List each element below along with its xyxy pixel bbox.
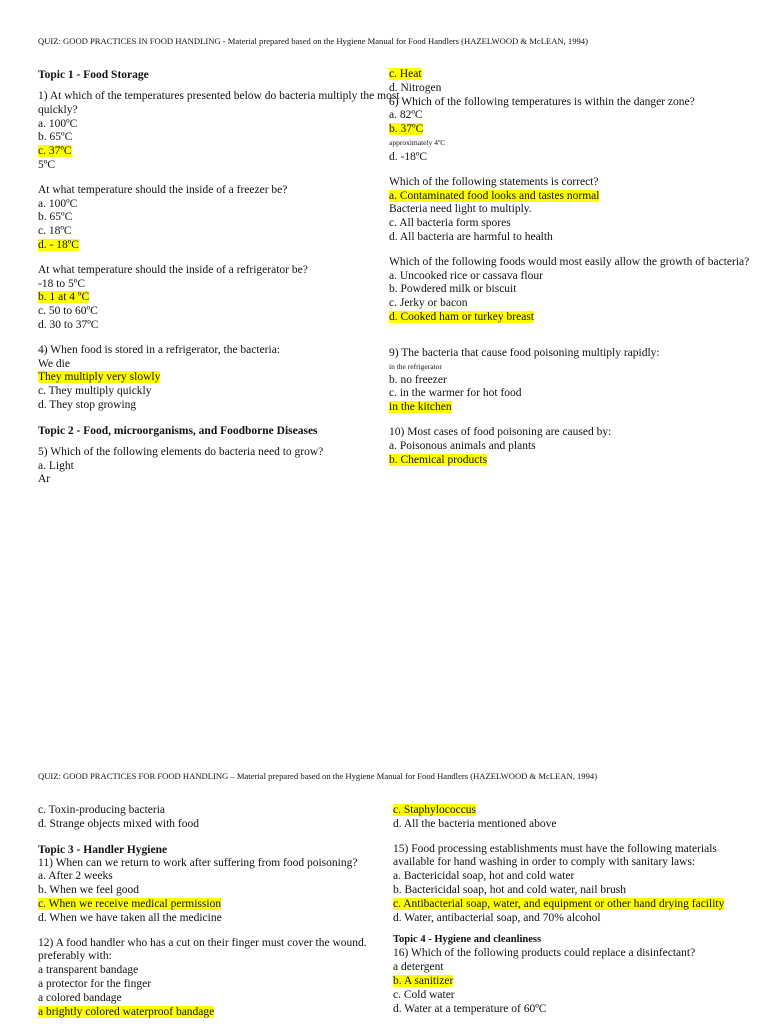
answer-option: c. 50 to 60ºC: [38, 305, 98, 318]
answer-option-highlighted: c. Heat: [389, 68, 422, 80]
topic-title: Topic 2 - Food, microorganisms, and Foodborne Diseases: [38, 424, 318, 437]
answer-option-highlighted: b. A sanitizer: [393, 974, 454, 987]
answer-option: b. When we feel good: [38, 884, 140, 897]
answer-option: c. in the warmer for hot food: [389, 387, 522, 400]
answer-option: d. -18ºC: [389, 150, 428, 163]
page2-right-column: [393, 804, 768, 1016]
answer-option-highlighted: c. Staphylococcus: [393, 804, 477, 816]
question-text: 1) At which of the temperatures presented below do bacteria multiply the most: [38, 90, 400, 102]
answer-option-highlighted: in the kitchen: [389, 401, 452, 414]
answer-option: c. 18ºC: [38, 225, 72, 238]
answer-option: b. 65ºC: [38, 211, 73, 224]
question-text: At what temperature should the inside of a freezer be?: [38, 183, 288, 196]
question-text: 5) Which of the following elements do bacteria need to grow?: [38, 445, 324, 458]
question-text: 16) Which of the following products could replace a disinfectant?: [393, 947, 696, 960]
question-text: 10) Most cases of food poisoning are caused by:: [389, 425, 612, 438]
question-text: 12) A food handler who has a cut on their finger must cover the wound.: [38, 936, 367, 949]
answer-option: d. They stop growing: [38, 398, 137, 411]
question-text: 11) When can we return to work after suffering from food poisoning?: [38, 856, 358, 869]
answer-option: c. Toxin-producing bacteria: [38, 804, 166, 816]
answer-option: a transparent bandage: [38, 964, 139, 977]
answer-option: b. no freezer: [389, 373, 447, 386]
answer-option-small: in the refrigerator: [389, 361, 442, 371]
question-text: Which of the following foods would most easily allow the growth of bacteria?: [389, 255, 750, 268]
answer-option: a. Uncooked rice or cassava flour: [389, 269, 543, 282]
topic-title: Topic 3 - Handler Hygiene: [38, 843, 168, 856]
answer-option-highlighted: They multiply very slowly: [38, 371, 161, 384]
answer-option: a detergent: [393, 961, 444, 974]
answer-option: d. When we have taken all the medicine: [38, 911, 222, 924]
answer-option: b. Bactericidal soap, hot and cold water, nail brush: [393, 883, 626, 896]
page1-right-column: [389, 68, 768, 467]
answer-option-highlighted: b. 37ºC: [389, 123, 424, 136]
topic-title: Topic 1 - Food Storage: [38, 69, 149, 81]
answer-option-highlighted: d. - 18ºC: [38, 238, 79, 251]
question-text: 6) Which of the following temperatures is within the danger zone?: [389, 95, 695, 108]
page-header: QUIZ: GOOD PRACTICES FOR FOOD HANDLING – Material prepared based on the Hygiene Manual for Food Handlers (HAZELWOOD & McLEAN, 1994): [38, 771, 598, 781]
answer-option-highlighted: c. Antibacterial soap, water, and equipment or other hand drying facility: [393, 897, 725, 910]
answer-option: a colored bandage: [38, 991, 122, 1004]
answer-option-highlighted: c. When we receive medical permission: [38, 897, 222, 910]
answer-option: We die: [38, 357, 70, 370]
question-text: At what temperature should the inside of a refrigerator be?: [38, 263, 308, 276]
answer-option: a. 100ºC: [38, 197, 78, 210]
answer-option-highlighted: a. Contaminated food looks and tastes normal: [389, 189, 600, 202]
answer-option: a. 82ºC: [389, 109, 423, 122]
answer-option: d. Water, antibacterial soap, and 70% alcohol: [393, 911, 601, 924]
answer-option-highlighted: c. 37ºC: [38, 145, 72, 158]
question-text: 4) When food is stored in a refrigerator, the bacteria:: [38, 343, 281, 356]
answer-option-highlighted: d. Cooked ham or turkey breast: [389, 310, 534, 323]
answer-option: Bacteria need light to multiply.: [389, 203, 532, 216]
answer-option-small: approximately 4ºC: [389, 137, 446, 147]
question-text: 9) The bacteria that cause food poisoning multiply rapidly:: [389, 346, 660, 359]
answer-option: a. Light: [38, 459, 74, 472]
question-text: quickly?: [38, 103, 78, 116]
answer-option-highlighted: b. 1 at 4 ºC: [38, 291, 90, 304]
answer-option-highlighted: a brightly colored waterproof bandage: [38, 1005, 215, 1018]
answer-option: 5ºC: [38, 158, 55, 171]
answer-option: a. 100ºC: [38, 117, 78, 130]
answer-option-highlighted: b. Chemical products: [389, 453, 488, 466]
question-text: available for hand washing in order to comply with sanitary laws:: [393, 856, 696, 869]
answer-option: c. Cold water: [393, 988, 455, 1001]
answer-option: Ar: [38, 473, 51, 486]
answer-option: a protector for the finger: [38, 977, 152, 990]
question-text: 15) Food processing establishments must have the following materials: [393, 842, 717, 855]
answer-option: a. After 2 weeks: [38, 870, 113, 883]
answer-option: c. All bacteria form spores: [389, 217, 511, 230]
answer-option: c. They multiply quickly: [38, 385, 152, 398]
answer-option: b. 65ºC: [38, 131, 73, 144]
topic-title: Topic 4 - Hygiene and cleanliness: [393, 934, 542, 946]
answer-option: d. Water at a temperature of 60ºC: [393, 1002, 547, 1015]
answer-option: d. All bacteria are harmful to health: [389, 230, 553, 243]
answer-option: a. Poisonous animals and plants: [389, 439, 536, 452]
page1-left-column: [38, 68, 418, 487]
page2-left-column: [38, 804, 418, 1019]
answer-option: c. Jerky or bacon: [389, 297, 468, 310]
answer-option: d. Nitrogen: [389, 81, 442, 94]
answer-option: d. Strange objects mixed with food: [38, 817, 199, 830]
answer-option: a. Bactericidal soap, hot and cold water: [393, 870, 575, 883]
page-header: QUIZ: GOOD PRACTICES IN FOOD HANDLING - Material prepared based on the Hygiene Manual for Food Handlers (HAZELWOOD & McLEAN, 1994): [38, 36, 588, 46]
question-text: preferably with:: [38, 950, 112, 963]
answer-option: -18 to 5ºC: [38, 277, 86, 290]
answer-option: b. Powdered milk or biscuit: [389, 283, 517, 296]
answer-option: d. All the bacteria mentioned above: [393, 817, 557, 830]
answer-option: d. 30 to 37ºC: [38, 318, 99, 331]
question-text: Which of the following statements is correct?: [389, 175, 599, 188]
